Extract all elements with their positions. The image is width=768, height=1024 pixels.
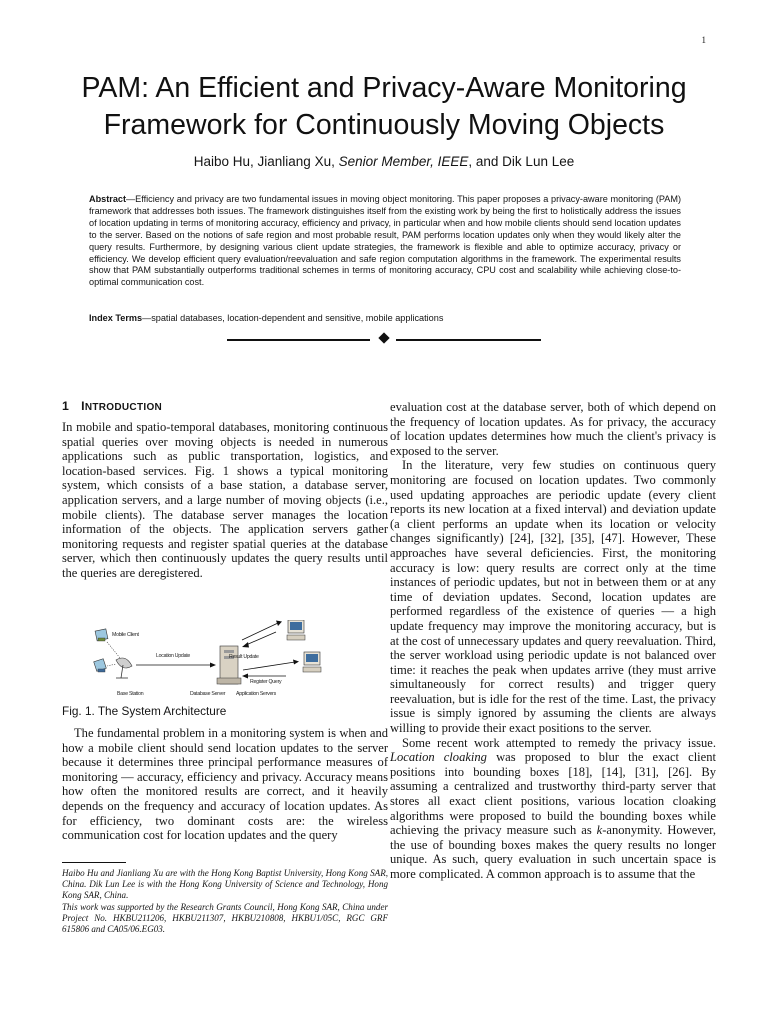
arrow-head-icon [242, 674, 248, 679]
mobile-client-icon [95, 629, 108, 641]
database-server-icon [217, 646, 241, 684]
abstract-text: —Efficiency and privacy are two fundamental issues in moving object monitoring. This paper proposes a privacy-aware monitoring (PAM) framework that addresses both issues. The framework distinguishes itself from the existing work by being the first to holistically address the issues of location updating in terms of monitoring accuracy, efficiency and privacy, in particular when and how mobile clients should send location updates to the server. Based on the notions of safe region and most probable result, PAM performs location updates only when they would likely alter the query results. Furthermore, by designing various client update strategies, the framework is flexible and able to optimize accuracy, privacy or efficiency. We develop efficient query evaluation/reevaluation and safe region computation algorithms in the framework. The experimental results show that PAM substantially outperforms traditional schemes in terms of monitoring accuracy, CPU cost and scalability while achieving close-to-optimal communication cost. [89, 194, 681, 288]
application-server-icon [303, 652, 321, 672]
footnote [62, 868, 388, 935]
separator-rule-left [227, 339, 370, 341]
intro-paragraph-4 [390, 736, 716, 882]
intro-paragraph-continued: evaluation cost at the database server, both of which depend on the frequency of location updates. As for privacy, the accuracy of location updates determines how much the client's privacy is exposed to the server. [390, 400, 716, 458]
index-terms-label: Index Terms [89, 313, 143, 323]
author-names-last: , and Dik Lun Lee [468, 154, 575, 169]
author-line [40, 154, 728, 169]
emphasis-k: k [596, 823, 603, 838]
section-heading-introduction [62, 399, 162, 413]
intro-paragraph-2: The fundamental problem in a monitoring system is when and how a mobile client should send location updates to the server because it determines three principal performance measures of monitoring — accuracy, efficiency and privacy. Accuracy means how often the monitored results are correct, and it heavily depends on the frequency and accuracy of location updates. As for efficiency, two dominant costs are: the wireless communication cost for location updates and the query [62, 726, 388, 843]
arrow-head-icon [242, 642, 249, 648]
paragraph-text: -anonymity. However, the use of bounding boxes makes the query results no longer unique. As such, query evaluation in such uncertain space is more complicated. A common approach is to assume that the [390, 823, 716, 881]
left-column-upper [62, 420, 388, 581]
index-terms-text: —spatial databases, location-dependent and sensitive, mobile applications [142, 313, 444, 323]
section-title-initial: I [81, 399, 85, 413]
paragraph-text: was proposed to blur the exact client positions into bounding boxes [18], [14], [31], [26]. By assuming a centralized and trustworthy third-party server that stores all exact client positions, various location cloaking algorithms were proposed to build the bounding boxes while achieving the privacy measure such as [390, 750, 716, 838]
footnote-funding: This work was supported by the Research Grants Council, Hong Kong SAR, China under Project No. HKBU211206, HKBU211307, HKBU210808, HKBU1/05C, RGC GRF 615806 and CA05/06.EG03. [62, 901, 388, 935]
label-location-update: Location Update [156, 653, 191, 659]
paragraph-text: Some recent work attempted to remedy the privacy issue. [402, 735, 716, 750]
section-title-rest: NTRODUCTION [84, 402, 163, 413]
right-column [390, 400, 716, 882]
mobile-client-icon [94, 659, 107, 672]
figure-system-architecture [90, 620, 350, 700]
label-mobile-client: Mobile Client [112, 632, 139, 638]
left-column-lower [62, 726, 388, 843]
arrow-head-icon [293, 660, 299, 665]
separator-rule-right [396, 339, 541, 341]
paper-title: PAM: An Efficient and Privacy-Aware Monitoring Framework for Continuously Moving Objects [81, 72, 687, 141]
application-server-icon [287, 620, 305, 640]
label-register-query: Register Query [250, 679, 282, 685]
page-number: 1 [701, 35, 706, 45]
label-base-station: Base Station [117, 691, 144, 697]
label-result-update: Result Update [229, 654, 259, 660]
arrow-head-icon [210, 663, 216, 668]
abstract [89, 194, 681, 289]
emphasis-location-cloaking: Location cloaking [390, 750, 487, 765]
query-arrow [243, 662, 295, 670]
separator-diamond-icon [378, 332, 389, 343]
intro-paragraph-3: In the literature, very few studies on continuous query monitoring are focused on location updates. Two commonly used updating approaches are periodic update (every client reports its new location at a fixed interval) and deviation update (a client performs an update when its location or velocity changes significantly) [24], [32], [35], [47]. However, These approaches have several deficiencies. First, the monitoring accuracy is low: query results are correct only at the time instances of periodic updates, but not in between them or at any time of deviation updates. Second, location updates are performed regardless of the existence of queries — a high update frequency may improve the monitoring accuracy, but is at the cost of unnecessary updates and query reevaluation. Third, the server workload using periodic update is not balanced over time: it reaches the peak when updates arrive (they must arrive simultaneously for correct results) and trigger query reevaluation, but is idle for the rest of the time. Last, the privacy issue is simply ignored by assuming the clients are always willing to provide their exact positions to the server. [390, 458, 716, 736]
abstract-label: Abstract [89, 194, 127, 204]
base-station-icon [116, 658, 132, 678]
index-terms [89, 313, 681, 323]
result-arrow [242, 623, 278, 640]
figure-caption: Fig. 1. The System Architecture [62, 704, 227, 718]
result-arrow [246, 632, 276, 645]
footnote-affiliation: Haibo Hu and Jianliang Xu are with the Hong Kong Baptist University, Hong Kong SAR, China. Dik Lun Lee is with the Hong Kong University of Science and Technology, Hong Kong SAR, China. [62, 868, 388, 901]
author-names-first: Haibo Hu, Jianliang Xu, [193, 154, 339, 169]
author-role: Senior Member, IEEE [338, 154, 469, 169]
label-application-servers: Application Servers [236, 691, 276, 697]
wireless-link [107, 664, 116, 666]
section-number: 1 [62, 399, 70, 413]
footnote-rule [62, 862, 126, 863]
wireless-link [107, 642, 120, 658]
label-database-server: Database Server [190, 691, 226, 697]
intro-paragraph-1: In mobile and spatio-temporal databases, monitoring continuous spatial queries over moving objects is needed in numerous applications such as public transportation, logistics, and location-based services. Fig. 1 shows a typical monitoring system, which consists of a base station, a database server, application servers, and a large number of moving objects (i.e., mobile clients). The database server manages the location information of the objects. The application servers gather monitoring requests and register spatial queries at the database server, which then continuously updates the query results until the queries are deregistered. [62, 420, 388, 580]
